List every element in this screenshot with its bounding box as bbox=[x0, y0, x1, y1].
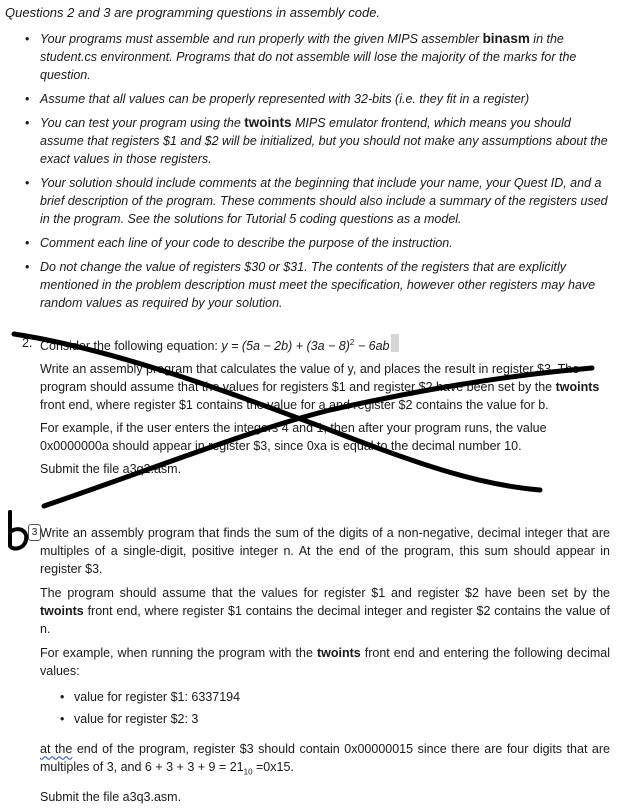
equation: y = (5a − 2b) + (3a − 8) bbox=[221, 339, 350, 354]
requirement-item: • Do not change the value of registers $30 or $31. The contents of the registers that are explicitly mentioned in the problem description must meet the specification, however other registers may have random values as required by your solution. bbox=[25, 260, 596, 310]
result-paragraph: at the end of the program, register $3 should contain 0x00000015 since there are four digits that are multiples of 3, and $6 + 3 + 3 + 9 = 21_{10} =0x15$. bbox=[40, 742, 610, 777]
requirement-item: • You can test your program using the twoints MIPS emulator frontend, which means you should assume that registers $1 and $2 will be initialized, but you should not make any assumptions about the exact values in those registers. bbox=[25, 115, 608, 166]
question-paragraph: Write an assembly program that finds the sum of the digits of a non-negative, decimal integer that are multiples of a single-digit, positive integer n. At the end of the program, this sum should appear in register $3. bbox=[40, 526, 610, 576]
margin-letter-b bbox=[10, 512, 26, 548]
spellcheck-underline: at the bbox=[40, 742, 73, 756]
question-2 bbox=[22, 334, 608, 483]
requirement-item: • Your solution should include comments at the beginning that include your name, your Quest ID, and a brief description of the program. These comments should also include a summary of the registers used in the program. See the solutions for Tutorial 5 coding questions as a model. bbox=[25, 176, 608, 226]
text-cursor bbox=[391, 334, 399, 352]
equation-line: Consider the following equation: $y = (5a - 2b) + (3a - 8)^2 - 6ab$ bbox=[40, 334, 608, 355]
requirements-list bbox=[25, 30, 610, 318]
example-paragraph: For example, when running the program with the twoints front end and entering the following decimal values: bbox=[40, 646, 611, 678]
example-paragraph: For example, if the user enters the integers 4 and 1, then after your program runs, the value 0x0000000a should appear in register $3, since 0xa is equal to the decimal number 10. bbox=[40, 421, 547, 454]
requirement-item: • Assume that all values can be properly represented with 32-bits (i.e. they fit in a register) bbox=[25, 92, 530, 106]
list-item: • value for register $1: 6337194 bbox=[60, 690, 241, 704]
requirement-item: • Your programs must assemble and run properly with the given MIPS assembler binasm in the student.cs environment. Programs that do not assemble will lose the majority of the marks for the question. bbox=[25, 31, 577, 82]
submit-line: Submit the file a3q2.asm. bbox=[40, 462, 182, 477]
frontend-paragraph: The program should assume that the values for register $1 and register $2 have been set by the twoints front end, where register $1 contains the decimal integer and register $2 contains the value of n. bbox=[40, 586, 610, 636]
requirement-item: • Comment each line of your code to describe the purpose of the instruction. bbox=[25, 236, 453, 250]
emulator-name: twoints bbox=[244, 115, 292, 130]
question-3 bbox=[31, 524, 611, 812]
question-number: 3 bbox=[28, 524, 41, 541]
question-paragraph: Write an assembly program that calculates the value of y, and places the result in register $3. The program should assume that the values for registers $1 and register $2 have been set by the twoints front end, where register $1 contains the value for a and register $2 contains the value for b. bbox=[40, 362, 600, 413]
questions-intro: Questions 2 and 3 are programming questions in assembly code. bbox=[5, 5, 381, 20]
submit-line: Submit the file a3q3.asm. bbox=[40, 789, 182, 804]
question-number: 2. bbox=[22, 336, 33, 350]
example-values-list bbox=[40, 686, 610, 730]
list-item: • value for register $2: 3 bbox=[60, 712, 199, 726]
assembler-name: binasm bbox=[482, 31, 530, 46]
